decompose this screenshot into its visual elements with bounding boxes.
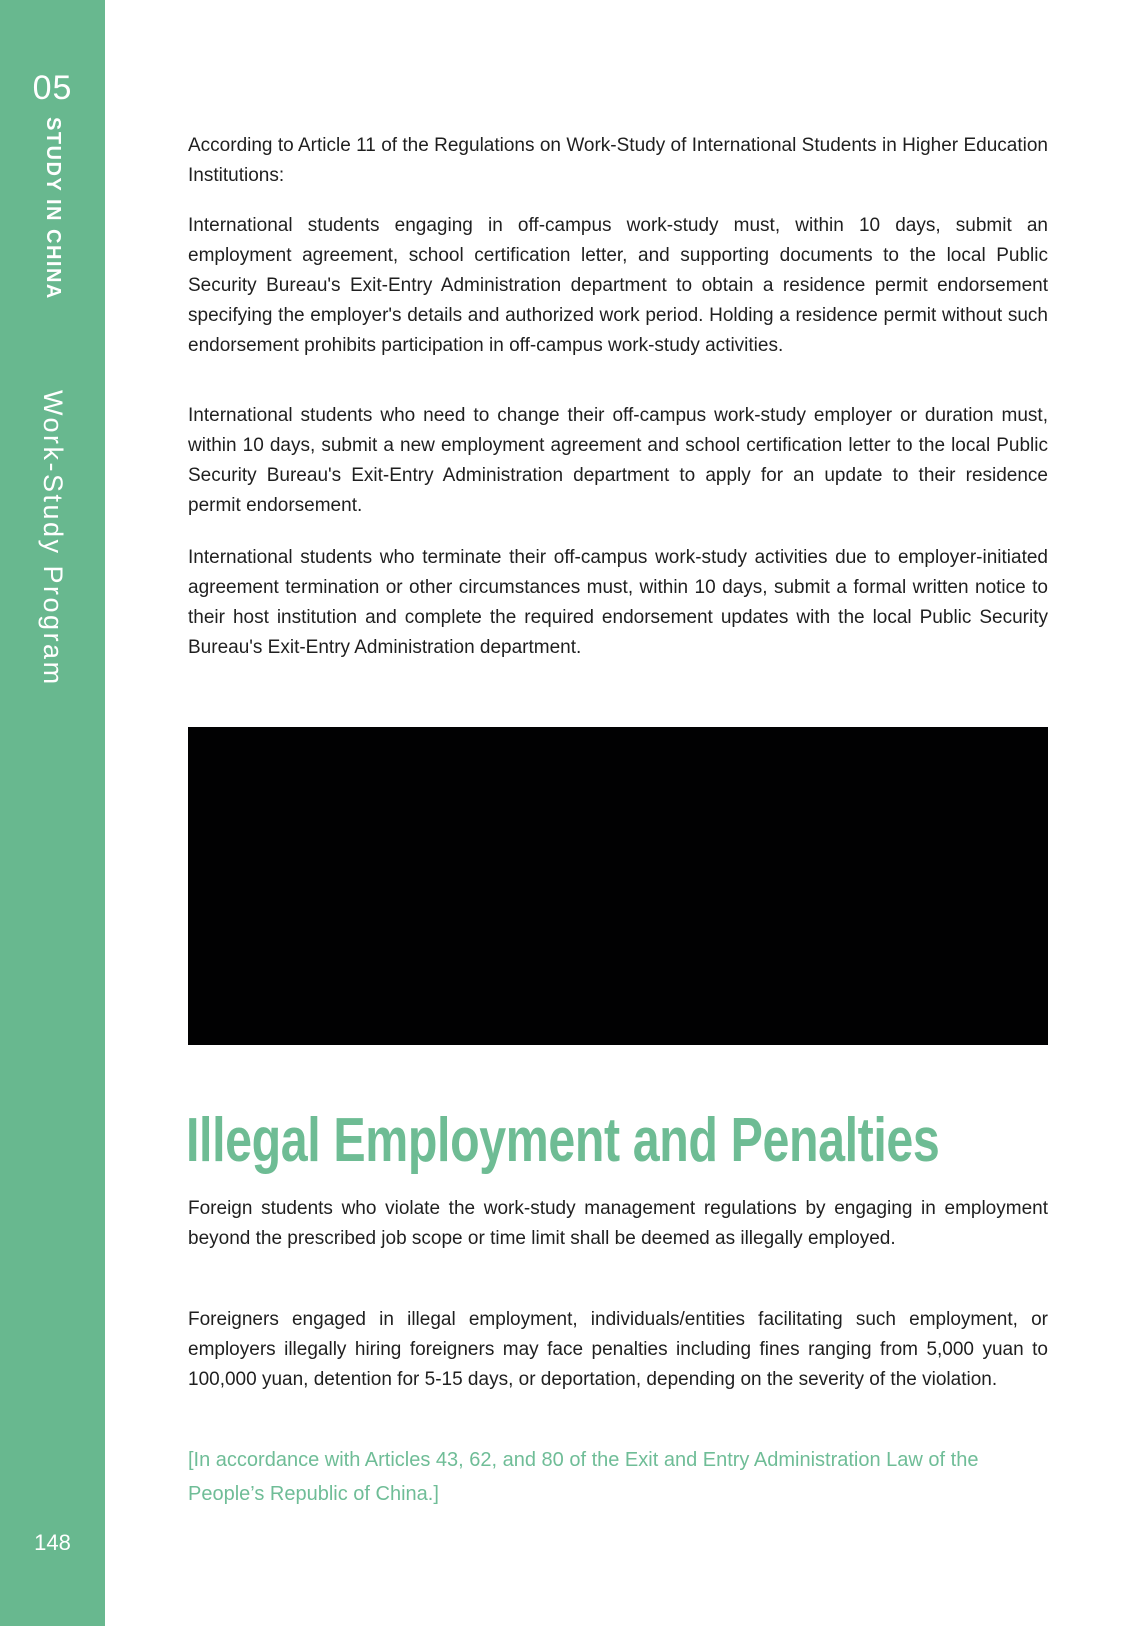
section-title-container <box>0 390 105 687</box>
paragraph-illegal-employment-definition: Foreign students who violate the work-study management regulations by engaging in employment beyond the prescribed job scope or time limit shall be deemed as illegally employed. <box>188 1198 1048 1249</box>
redacted-image <box>188 727 1048 1045</box>
paragraph-endorsement-requirement: International students engaging in off-campus work-study must, within 10 days, submit an employment agreement, school certification letter, and supporting documents to the local Public Security Bureau's Exit-Entry Administration department to obtain a residence permit endorsement specifying the employer's details and authorized work period. Holding a residence permit without such endorsement prohibits participation in off-campus work-study activities. <box>188 215 1048 356</box>
chapter-number: 05 <box>32 69 73 107</box>
chapter-title-container <box>0 117 105 300</box>
legal-citation: [In accordance with Articles 43, 62, and 80 of the Exit and Entry Administration Law of the People’s Republic of China.] <box>188 1449 979 1505</box>
page-number: 148 <box>34 1530 71 1555</box>
paragraph-regulation-intro: According to Article 11 of the Regulations on Work-Study of International Students in Higher Education Institutions: <box>188 135 1048 186</box>
section-title: Work-Study Program <box>38 390 68 687</box>
section-heading: Illegal Employment and Penalties <box>186 1106 940 1175</box>
paragraph-employer-change: International students who need to change their off-campus work-study employer or duration must, within 10 days, submit a new employment agreement and school certification letter to the local Public Security Bureau's Exit-Entry Administration department to apply for an update to their residence permit endorsement. <box>188 405 1048 516</box>
paragraph-penalties: Foreigners engaged in illegal employment, individuals/entities facilitating such employment, or employers illegally hiring foreigners may face penalties including fines ranging from 5,000 yuan to 100,000 yuan, detention for 5-15 days, or deportation, depending on the severity of the violation. <box>188 1309 1048 1390</box>
chapter-sidebar <box>0 0 105 1626</box>
paragraph-termination: International students who terminate their off-campus work-study activities due to employer-initiated agreement termination or other circumstances must, within 10 days, submit a formal written notice to their host institution and complete the required endorsement updates with the local Public Security Bureau's Exit-Entry Administration department. <box>188 547 1048 658</box>
chapter-title: STUDY IN CHINA <box>42 117 64 300</box>
